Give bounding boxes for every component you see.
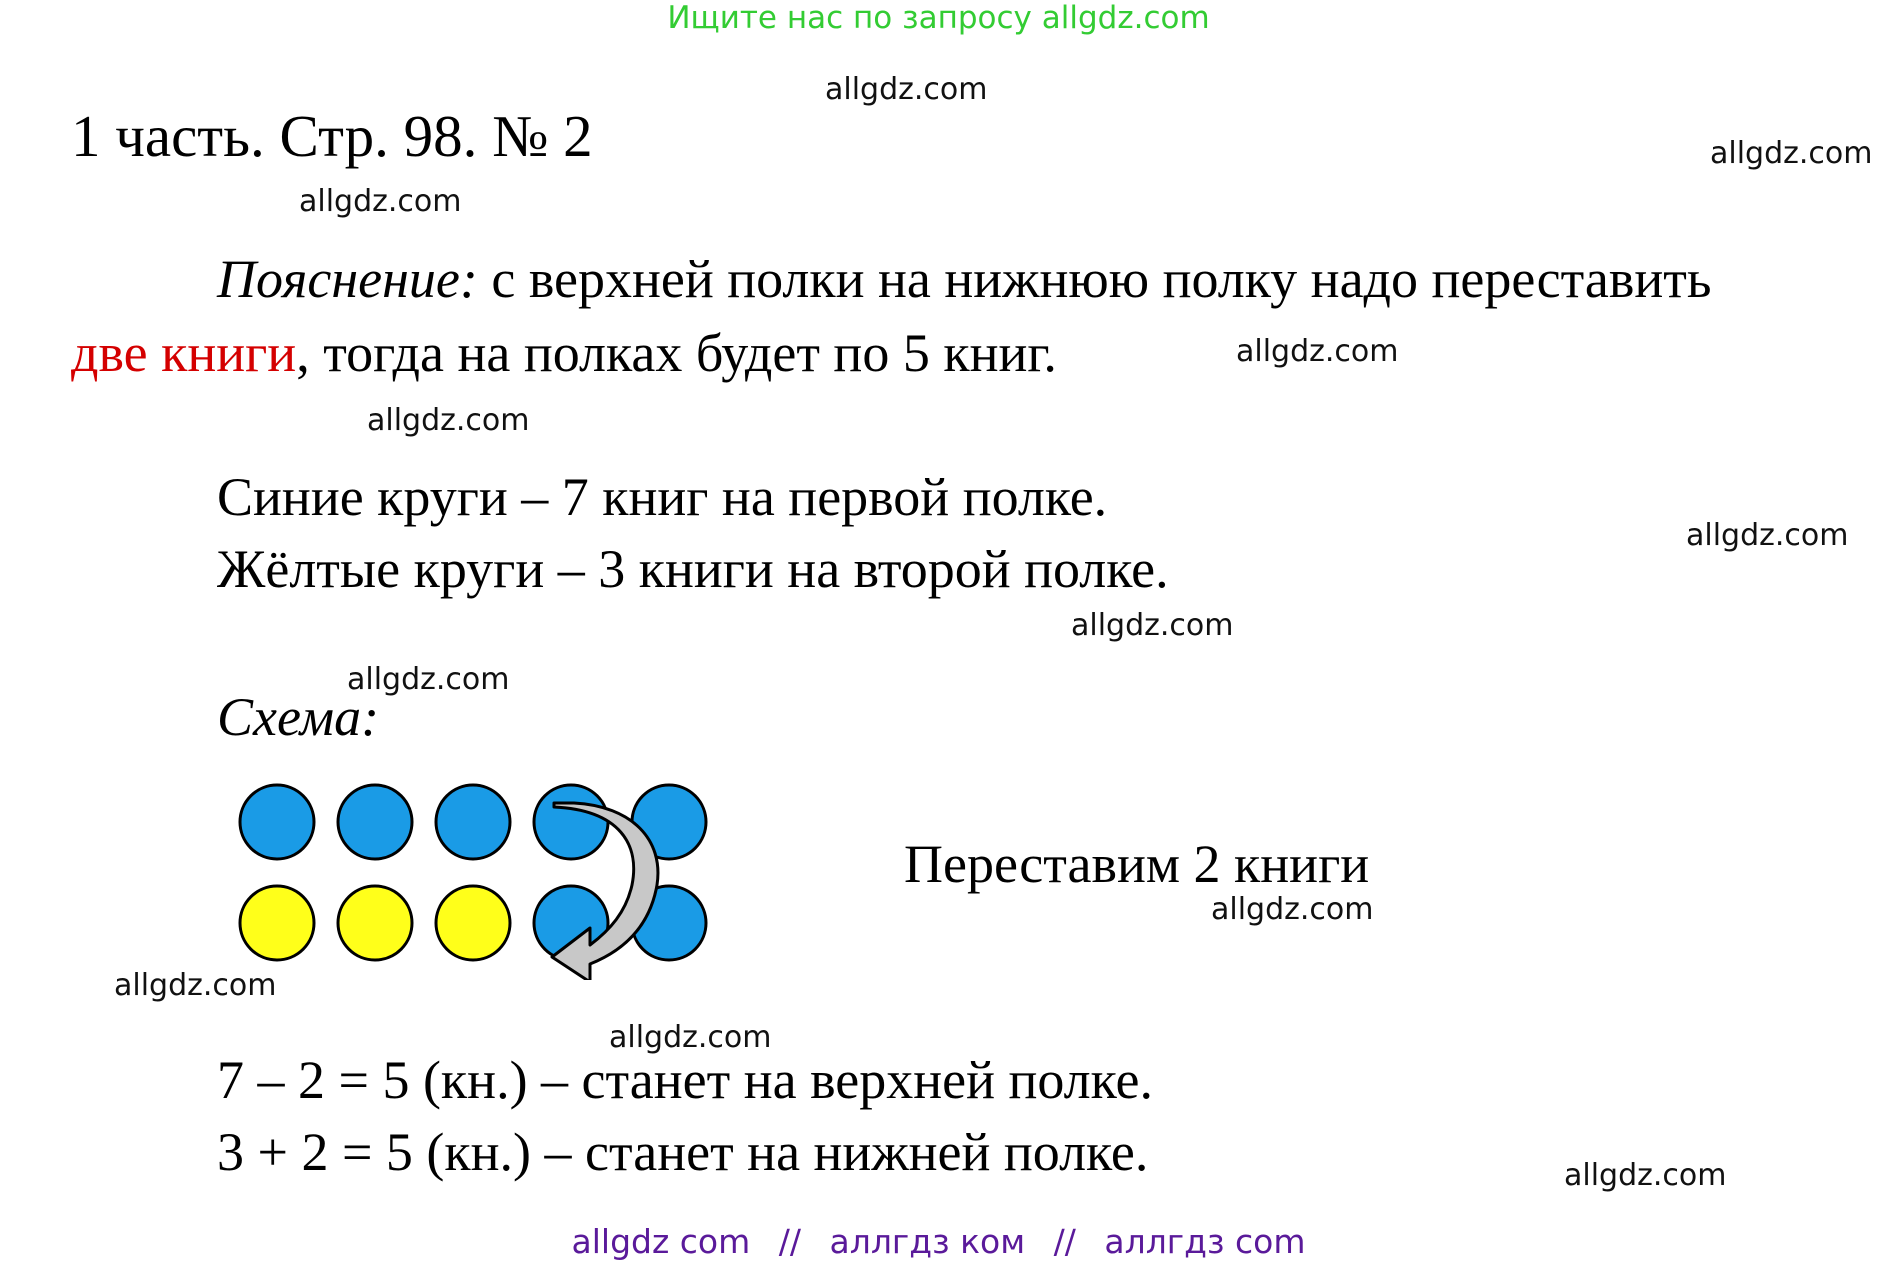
bottom-links — [0, 1222, 1877, 1261]
explanation-text: с верхней полки на нижнюю полку надо переставить — [477, 249, 1712, 309]
bottom-shelf-yellow-circle — [436, 886, 510, 960]
legend-yellow: Жёлтые круги – 3 книги на второй полке. — [217, 539, 1169, 599]
explanation-line-1 — [217, 248, 1712, 310]
watermark: allgdz.com — [367, 403, 530, 438]
watermark: allgdz.com — [1236, 334, 1399, 369]
watermark: allgdz.com — [1071, 608, 1234, 643]
watermark: allgdz.com — [609, 1020, 772, 1055]
link-allgdz-cyrillic[interactable]: аллгдз ком — [829, 1222, 1026, 1261]
explanation-label: Пояснение: — [217, 249, 478, 309]
watermark: allgdz.com — [347, 662, 510, 697]
page-heading: 1 часть. Стр. 98. № 2 — [71, 103, 593, 169]
link-allgdz-mixed[interactable]: аллгдз com — [1104, 1222, 1306, 1261]
top-shelf-blue-circle — [534, 785, 608, 859]
link-separator: // — [778, 1222, 802, 1261]
watermark: allgdz.com — [1710, 136, 1873, 171]
move-books-text: Переставим 2 книги — [904, 834, 1370, 894]
top-shelf-blue-circle — [436, 785, 510, 859]
explanation-highlight: две книги — [71, 323, 297, 383]
explanation-line-2 — [71, 322, 1057, 384]
equation-top: 7 – 2 = 5 (кн.) – станет на верхней полке. — [217, 1050, 1153, 1110]
link-separator: // — [1053, 1222, 1076, 1261]
watermark: allgdz.com — [825, 72, 988, 107]
top-shelf-blue-circle — [338, 785, 412, 859]
watermark: allgdz.com — [1564, 1158, 1727, 1193]
watermark: allgdz.com — [1211, 892, 1374, 927]
schema-label: Схема: — [217, 687, 380, 747]
link-allgdz-com[interactable]: allgdz com — [571, 1222, 751, 1261]
top-banner[interactable]: Ищите нас по запросу allgdz.com — [667, 0, 1210, 36]
watermark: allgdz.com — [1686, 518, 1849, 553]
bottom-shelf-yellow-circle — [338, 886, 412, 960]
bottom-shelf-yellow-circle — [240, 886, 314, 960]
schema-diagram — [220, 770, 740, 980]
watermark: allgdz.com — [114, 968, 277, 1003]
explanation-rest: , тогда на полках будет по 5 книг. — [296, 323, 1057, 383]
equation-bottom: 3 + 2 = 5 (кн.) – станет на нижней полке. — [217, 1122, 1149, 1182]
watermark: allgdz.com — [299, 184, 462, 219]
top-shelf-blue-circle — [240, 785, 314, 859]
legend-blue: Синие круги – 7 книг на первой полке. — [217, 467, 1108, 527]
